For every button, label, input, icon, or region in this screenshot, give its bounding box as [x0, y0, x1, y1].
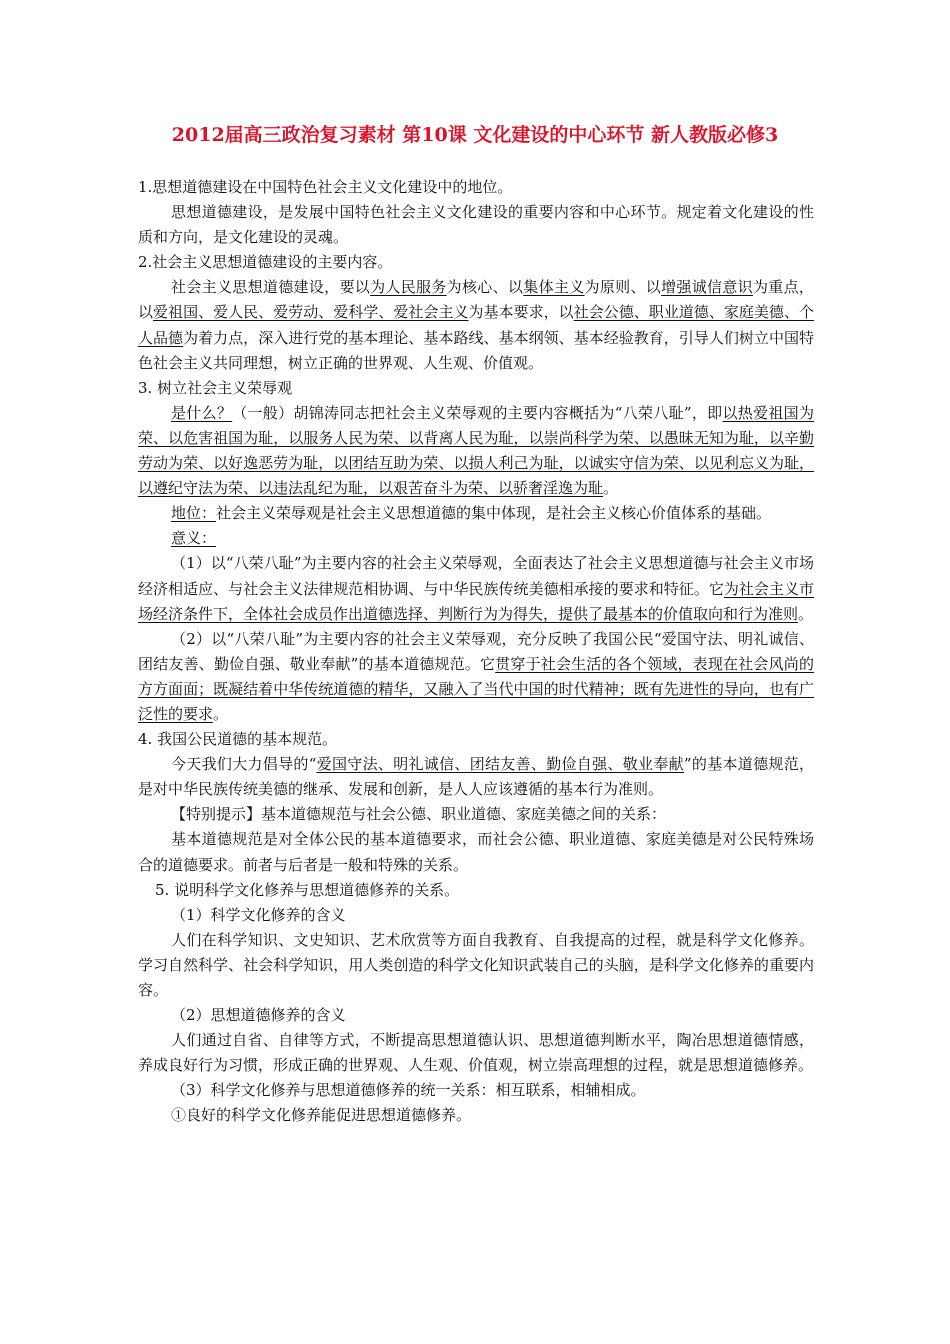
text-run: 社会主义荣辱观是社会主义思想道德的集中体现，是社会主义核心价值体系的基础。 [216, 504, 772, 523]
section-5-heading: 5. 说明科学文化修养与思想道德修养的关系。 [155, 880, 460, 899]
section-3-meaning-1 [138, 551, 814, 626]
underlined-text: 爱国守法、明礼诚信、团结友善、勤俭自强、敬业奉献 [316, 755, 684, 774]
section-2-text [138, 275, 814, 375]
text-run: 为原则、以 [584, 278, 662, 297]
text-run: 社会主义思想道德建设，要以 [171, 278, 371, 297]
section-1-heading: 1.思想道德建设在中国特色社会主义文化建设中的地位。 [138, 178, 513, 196]
section-3-what [138, 401, 814, 501]
what-label: 是什么？ [171, 403, 233, 422]
underlined-text: 以热爱祖国为荣、以危害祖国为耻，以服务人民为荣、以背离人民为耻，以崇尚科学为荣、以愚昧无知为耻，以辛勤劳动为荣、以好逸恶劳为耻，以团结互助为荣、以损人利己为耻，以诚实守信为荣、以见利忘义为耻，以遵纪守法为荣、以违法乱纪为耻，以艰苦奋斗为荣、以骄奢淫逸为耻 [138, 403, 814, 498]
text-run: 为着力点，深入进行党的基本理论、基本路线、基本纲领、基本经验教育，引导人们树立中国特色社会主义共同理想，树立正确的世界观、人生观、价值观。 [138, 328, 814, 372]
text-run: 今天我们大力倡导的“ [171, 755, 317, 774]
text-run: （2）以“八荣八耻”为主要内容的社会主义荣辱观，充分反映了我国公民“爱国守法、明礼诚信、团结友善、勤俭自强、敬业奉献”的基本道德规范。它 [138, 629, 814, 673]
underlined-text: 爱祖国、爱人民、爱劳动、爱科学、爱社会主义 [153, 303, 469, 322]
meaning-label: 意义： [171, 529, 217, 548]
section-5-1-heading: （1）科学文化修养的含义 [171, 905, 346, 924]
section-5-2-text: 人们通过自省、自律等方式，不断提高思想道德认识、思想道德判断水平，陶冶思想道德情感，养成良好行为习惯，形成正确的世界观、人生观、价值观，树立崇高理想的过程，就是思想道德修养。 [138, 1031, 814, 1075]
status-label: 地位： [171, 504, 217, 523]
document-body [138, 175, 814, 1129]
text-run: 为核心、以 [446, 278, 524, 297]
section-2-heading: 2.社会主义思想道德建设的主要内容。 [138, 253, 393, 272]
special-tip: 【特别提示】基本道德规范与社会公德、职业道德、家庭美德之间的关系： [171, 805, 667, 824]
underlined-text: 为社会主义市场经济条件下，全体社会成员作出道德选择、判断行为为得失，提供了最基本的价值取向和行为准则 [138, 579, 814, 623]
underlined-text: 集体主义 [523, 278, 585, 297]
underlined-text: 社会公德、职业道德、家庭美德、个人品德 [138, 303, 814, 347]
text-run: （一般）胡锦涛同志把社会主义荣辱观的主要内容概括为“八荣八耻”，即 [232, 403, 723, 422]
section-5-3-item-1: ①良好的科学文化修养能促进思想道德修养。 [171, 1106, 472, 1125]
text-run: ”的基本道德规范，是对中华民族传统美德的继承、发展和创新，是人人应该遵循的基本行为准则。 [138, 755, 814, 799]
section-5-3-heading: （3）科学文化修养与思想道德修养的统一关系：相互联系，相辅相成。 [171, 1081, 646, 1100]
underlined-text: 贯穿于社会生活的各个领域，表现在社会风尚的方方面面；既凝结着中华传统道德的精华，又融入了当代中国的时代精神；既有先进性的导向，也有广泛性的要求 [138, 654, 814, 723]
section-1-text: 思想道德建设，是发展中国特色社会主义文化建设的重要内容和中心环节。规定着文化建设的性质和方向，是文化建设的灵魂。 [138, 203, 814, 247]
special-tip-text: 基本道德规范是对全体公民的基本道德要求，而社会公德、职业道德、家庭美德是对公民特殊场合的道德要求。前者与后者是一般和特殊的关系。 [138, 830, 814, 874]
text-run: 为重点，以 [138, 278, 814, 322]
document-title: 2012届高三政治复习素材 第10课 文化建设的中心环节 新人教版必修3 [171, 124, 779, 146]
section-3-meaning-label [138, 526, 814, 551]
text-run: 为基本要求，以 [468, 303, 574, 322]
section-4-heading: 4. 我国公民道德的基本规范。 [138, 730, 338, 749]
underlined-text: 增强诚信意识 [661, 278, 753, 297]
text-run: 。 [213, 704, 229, 723]
section-3-meaning-2 [138, 627, 814, 727]
text-run: （1）以“八荣八耻”为主要内容的社会主义荣辱观，全面表达了社会主义思想道德与社会主义市场经济相适应、与社会主义法律规范相协调、与中华民族传统美德相承接的要求和特征。它 [138, 554, 814, 598]
underlined-text: 为人民服务 [370, 278, 447, 297]
section-3-status [138, 501, 814, 526]
section-3-heading: 3. 树立社会主义荣辱观 [138, 378, 293, 397]
section-5-1-text: 人们在科学知识、文史知识、艺术欣赏等方面自我教育、自我提高的过程，就是科学文化修养。学习自然科学、社会科学知识，用人类创造的科学文化知识武装自己的头脑，是科学文化修养的重要内容。 [138, 930, 814, 999]
text-run: 。 [603, 479, 619, 498]
section-5-2-heading: （2）思想道德修养的含义 [171, 1006, 346, 1025]
text-run: 。 [798, 604, 814, 623]
section-4-text [138, 752, 814, 802]
